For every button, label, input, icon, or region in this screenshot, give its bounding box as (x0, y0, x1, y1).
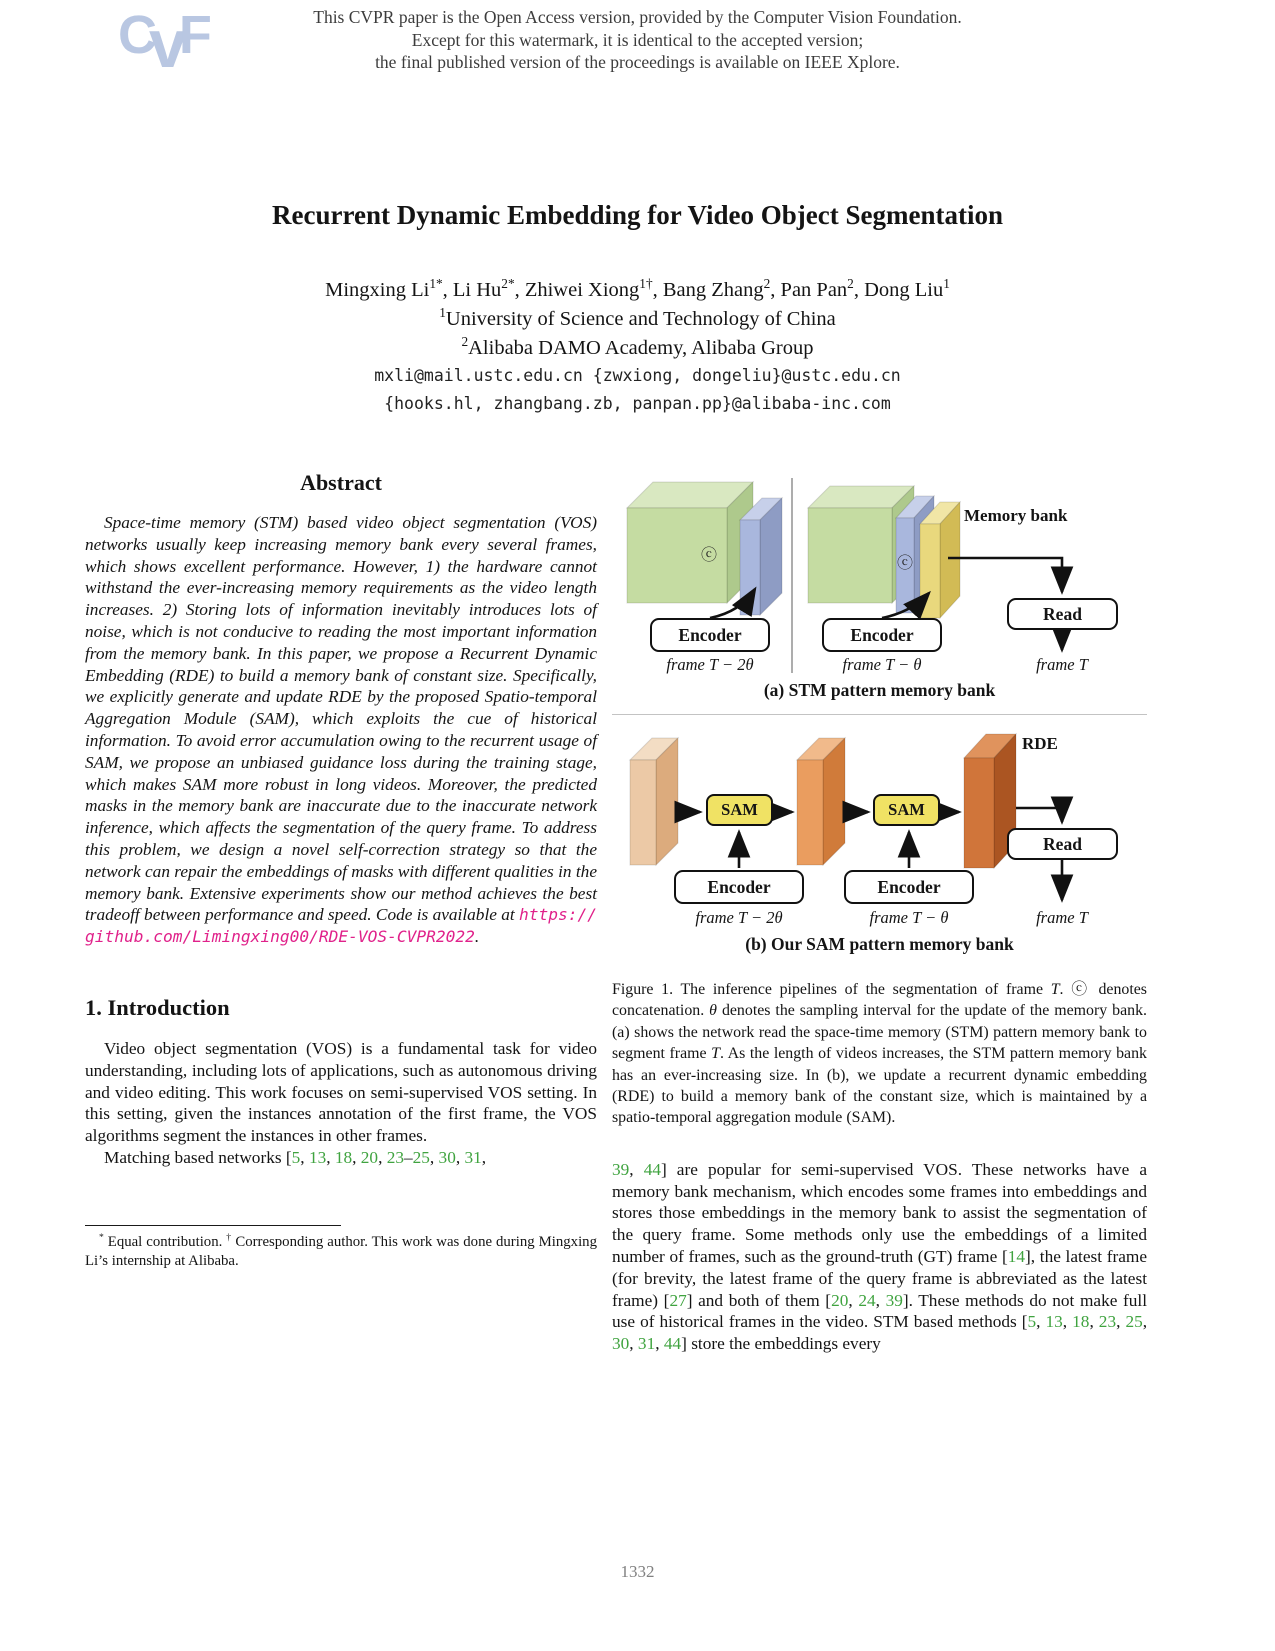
email-line-2: {hooks.hl, zhangbang.zb, panpan.pp}@alibaba-inc.com (384, 393, 891, 413)
frame-label-a1: frame T − 2θ (666, 655, 754, 674)
github-link[interactable]: https://github.com/Limingxing00/RDE-VOS-CVPR2022 (85, 905, 597, 947)
logo-letter-v: v (149, 6, 183, 82)
encoder-box-b2: Encoder (844, 870, 974, 904)
right-column (612, 468, 1147, 1355)
frame-label-b2: frame T − θ (869, 908, 949, 927)
email-line-1: mxli@mail.ustc.edu.cn {zwxiong, dongeliu}@ustc.edu.cn (374, 366, 901, 385)
right-column-paragraph: 39, 44] are popular for semi-supervised VOS. These networks have a memory bank mechanism, which encodes some frames into embeddings and stores those embeddings in the memory bank to assist the segmentation of the query frame. Some methods only use the embeddings of a limited number of frames, such as the ground-truth (GT) frame [14], the latest frame (for brevity, the latest frame of the query frame is abbreviated as the latest frame) [27] and both of them [20, 24, 39]. These methods do not make full use of historical frames in the video. STM based methods [5, 13, 18, 23, 25, 30, 31, 44] store the embeddings every (612, 1159, 1148, 1354)
watermark-line-2: Except for this watermark, it is identical to the accepted version; (411, 29, 864, 50)
concat-icon: ⓒ (896, 555, 914, 572)
memory-bank-label: Memory bank (964, 506, 1068, 525)
frame-feature-box-a1 (627, 482, 753, 603)
frame-label-a2: frame T − θ (842, 655, 922, 674)
intro-paragraph-2: Matching based networks [5, 13, 18, 20, 23–25, 30, 31, (104, 1147, 487, 1167)
authors-line: Mingxing $Li^{1*}$, Li $Hu^{2*}$, Zhiwei Xiong$^{1\dagger}$, Bang Zhang$^2$, Pan Pan$^2$, Dong Liu$^1$ (325, 276, 950, 301)
frame-label-a3: frame T (1036, 655, 1088, 674)
paper-title: Recurrent Dynamic Embedding for Video Object Segmentation (272, 200, 1003, 230)
intro-paragraph-1: Video object segmentation (VOS) is a fundamental task for video understanding, including lots of applications, such as autonomous driving and video editing. This work focuses on semi-supervised VOS setting. In this setting, given the instances annotation of the first frame, the VOS algorithms segment the instances in other frames. (85, 1038, 597, 1146)
abstract-heading: Abstract (300, 470, 382, 495)
logo-letter-c: C (118, 5, 153, 65)
title-block (0, 200, 1275, 417)
footnote-rule (85, 1225, 341, 1226)
abstract-body: Space-time memory (STM) based video object segmentation (VOS) networks usually keep increasing memory bank every several frames, which shows excellent performance. However, 1) the hardware cannot withstand the ever-increasing memory requirements as the video length increases. 2) Storing lots of information inevitably introduces lots of noise, which is not conducive to reading the most important information from the memory bank. In this paper, we propose a Recurrent Dynamic Embedding (RDE) to build a memory bank of constant size. Specifically, we explicitly generate and update RDE by the proposed Spatio-temporal Aggregation Module (SAM), which exploits the cue of historical information. To avoid error accumulation owing to the recurrent usage of SAM, we propose an unbiased guidance loss during the training stage, which makes SAM more robust in long videos. Moreover, the predicted masks in the memory bank are inaccurate due to the inaccurate network inference, which affects the segmentation of the query frame. To address this problem, we design a novel self-correction strategy so that the network can repair the embeddings of masks with different qualities in the memory bank. Extensive experiments show our method achieves the best tradeoff between performance and speed. Code is available at (85, 513, 597, 925)
abstract-closing: . (474, 927, 480, 947)
figure-1-caption: Figure 1. The inference pipelines of the segmentation of frame T. ⓒ denotes concatenation. θ denotes the sampling interval for the update of the memory bank. (a) shows the network read the space-time memory (STM) pattern memory bank to segment frame T. As the length of videos increases, the STM pattern memory bank has an ever-increasing size. In (b), we update a recurrent dynamic embedding (RDE) to build a memory bank of the constant size, which is maintained by a spatio-temporal aggregation module (SAM). (612, 981, 1148, 1127)
mask-slab-a1 (740, 498, 782, 615)
logo-letter-f: F (178, 5, 208, 65)
read-box-a: Read (1007, 598, 1118, 630)
page-number: 1332 (620, 1562, 655, 1581)
rde-label: RDE (1022, 734, 1058, 753)
encoder-box-a2: Encoder (822, 618, 942, 652)
figure-1 (612, 468, 1147, 965)
rde-slab-1 (630, 738, 678, 865)
footnote-text: * Equal contribution. † Corresponding author. This work was done during Mingxing Li’s internship at Alibaba. (85, 1231, 597, 1269)
watermark-line-1: This CVPR paper is the Open Access version, provided by the Computer Vision Foundation. (313, 7, 962, 27)
left-column (85, 470, 597, 1271)
abstract-text (85, 512, 597, 948)
rde-to-read-arrow (1016, 808, 1062, 822)
memory-bank-slab (920, 502, 960, 618)
rde-slab-2 (797, 738, 845, 865)
affiliation-2: $^2$Alibaba DAMO Academy, Alibaba Group (461, 333, 814, 359)
frame-label-b3: frame T (1036, 908, 1088, 927)
introduction-heading: 1. Introduction (85, 994, 230, 1020)
panel-a-caption: (a) STM pattern memory bank (763, 680, 996, 700)
affiliation-1: $^1$University of Science and Technology of China (439, 305, 836, 330)
open-access-watermark (0, 6, 1275, 74)
encoder-box-a1: Encoder (650, 618, 770, 652)
watermark-line-3: the final published version of the proceedings is available on IEEE Xplore. (375, 52, 900, 72)
memory-to-read-arrow (948, 558, 1062, 592)
figure-panel-divider (612, 714, 1147, 715)
sam-box-2: SAM (873, 794, 940, 826)
encoder-box-b1: Encoder (674, 870, 804, 904)
frame-label-b1: frame T − 2θ (695, 908, 783, 927)
concat-icon: ⓒ (700, 547, 718, 564)
panel-b-caption: (b) Our SAM pattern memory bank (745, 934, 1014, 954)
read-box-b: Read (1007, 828, 1118, 860)
sam-box-1: SAM (706, 794, 773, 826)
